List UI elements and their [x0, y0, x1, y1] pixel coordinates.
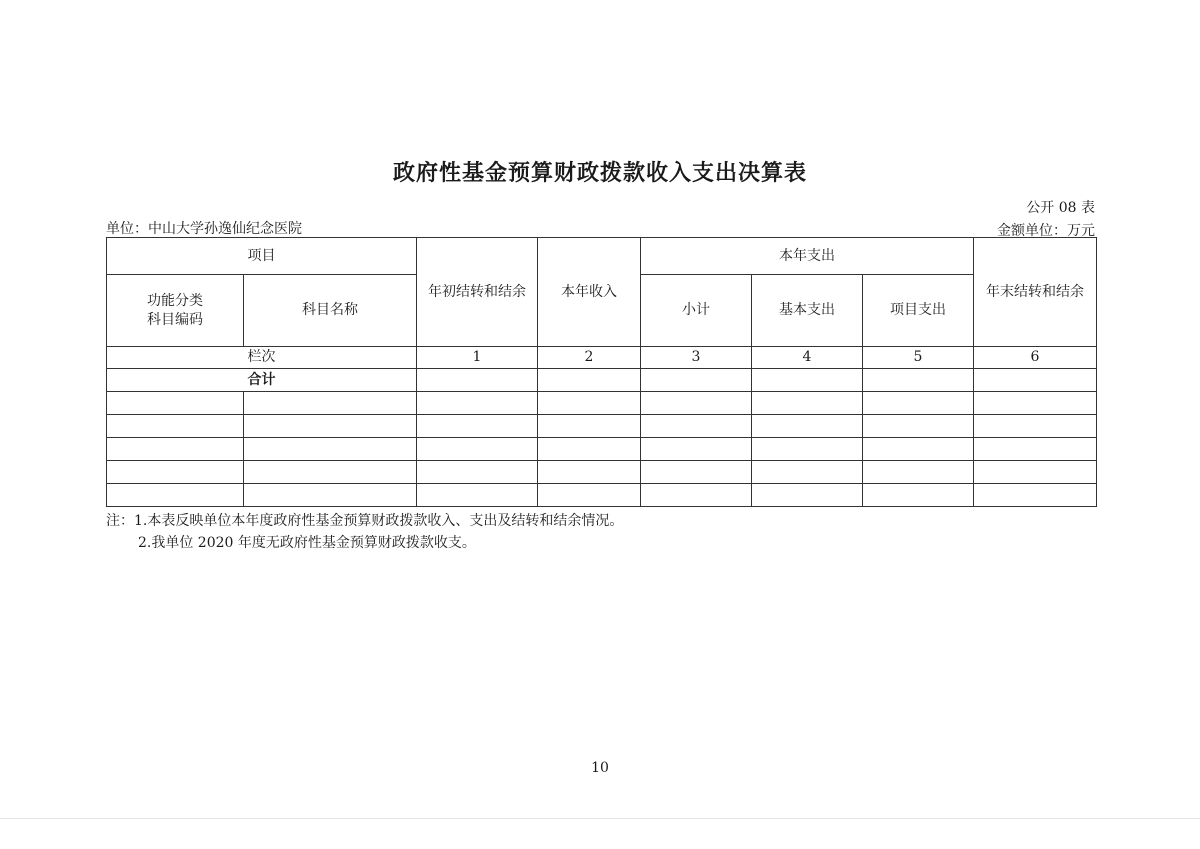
table-row: [107, 438, 1097, 461]
table-cell: [107, 484, 244, 507]
table-cell: [538, 438, 641, 461]
function-code-line2: 科目编码: [147, 311, 203, 328]
table-cell: [107, 438, 244, 461]
table-cell: [417, 392, 538, 415]
header-closing-balance: 年末结转和结余: [974, 238, 1097, 347]
table-cell: [974, 392, 1097, 415]
header-current-income: 本年收入: [538, 238, 641, 347]
table-cell: [863, 484, 974, 507]
header-current-expense: 本年支出: [641, 238, 974, 275]
table-cell: [538, 484, 641, 507]
table-row: [107, 484, 1097, 507]
table-cell: [417, 438, 538, 461]
table-cell: [974, 438, 1097, 461]
table-cell: [752, 392, 863, 415]
table-cell: [863, 392, 974, 415]
table-cell: [752, 438, 863, 461]
table-cell: [107, 461, 244, 484]
column-number-row: [107, 347, 1097, 369]
budget-table: [106, 237, 1097, 507]
total-cell: [417, 369, 538, 392]
table-cell: [417, 461, 538, 484]
header-project-expense: 项目支出: [863, 275, 974, 347]
note-2: 2.我单位 2020 年度无政府性基金预算财政拨款收支。: [138, 535, 476, 551]
column-number-2: 2: [538, 347, 641, 369]
table-cell: [538, 461, 641, 484]
page-title: 政府性基金预算财政拨款收入支出决算表: [392, 161, 807, 186]
table-cell: [417, 484, 538, 507]
total-cell: [863, 369, 974, 392]
total-cell: [974, 369, 1097, 392]
table-cell: [244, 415, 417, 438]
column-label: 栏次: [107, 347, 417, 369]
table-cell: [863, 415, 974, 438]
total-cell: [641, 369, 752, 392]
header-basic-expense: 基本支出: [752, 275, 863, 347]
column-number-6: 6: [974, 347, 1097, 369]
table-cell: [974, 461, 1097, 484]
table-cell: [538, 392, 641, 415]
unit-label: 单位：中山大学孙逸仙纪念医院: [106, 221, 302, 237]
header-opening-balance: 年初结转和结余: [417, 238, 538, 347]
page-number: 10: [591, 760, 609, 776]
table-row: [107, 392, 1097, 415]
header-function-code: [107, 275, 244, 347]
table-cell: [863, 438, 974, 461]
table-cell: [244, 461, 417, 484]
amount-unit: 金额单位：万元: [997, 223, 1095, 239]
notes: [106, 510, 623, 554]
table-cell: [974, 484, 1097, 507]
table-cell: [752, 484, 863, 507]
total-cell: [752, 369, 863, 392]
total-row: [107, 369, 1097, 392]
table-cell: [107, 415, 244, 438]
header-row-1: [107, 238, 1097, 275]
column-number-1: 1: [417, 347, 538, 369]
table-cell: [752, 415, 863, 438]
table-cell: [641, 461, 752, 484]
header-item: 项目: [107, 238, 417, 275]
function-code-line1: 功能分类: [147, 293, 203, 310]
column-number-3: 3: [641, 347, 752, 369]
table-cell: [538, 415, 641, 438]
table-row: [107, 461, 1097, 484]
table-cell: [641, 438, 752, 461]
column-number-4: 4: [752, 347, 863, 369]
total-cell: [538, 369, 641, 392]
form-code: 公开 08 表: [1026, 200, 1095, 216]
table-cell: [244, 438, 417, 461]
header-subject-name: 科目名称: [244, 275, 417, 347]
table-row: [107, 415, 1097, 438]
note-1: 注：1.本表反映单位本年度政府性基金预算财政拨款收入、支出及结转和结余情况。: [106, 513, 624, 529]
table-cell: [244, 484, 417, 507]
table-cell: [641, 392, 752, 415]
table-cell: [974, 415, 1097, 438]
page-edge: [0, 818, 1200, 819]
table-cell: [107, 392, 244, 415]
table-cell: [752, 461, 863, 484]
table-cell: [417, 415, 538, 438]
table-cell: [244, 392, 417, 415]
column-number-5: 5: [863, 347, 974, 369]
table-cell: [641, 415, 752, 438]
total-label: 合计: [107, 369, 417, 392]
header-subtotal: 小计: [641, 275, 752, 347]
table-cell: [641, 484, 752, 507]
table-cell: [863, 461, 974, 484]
